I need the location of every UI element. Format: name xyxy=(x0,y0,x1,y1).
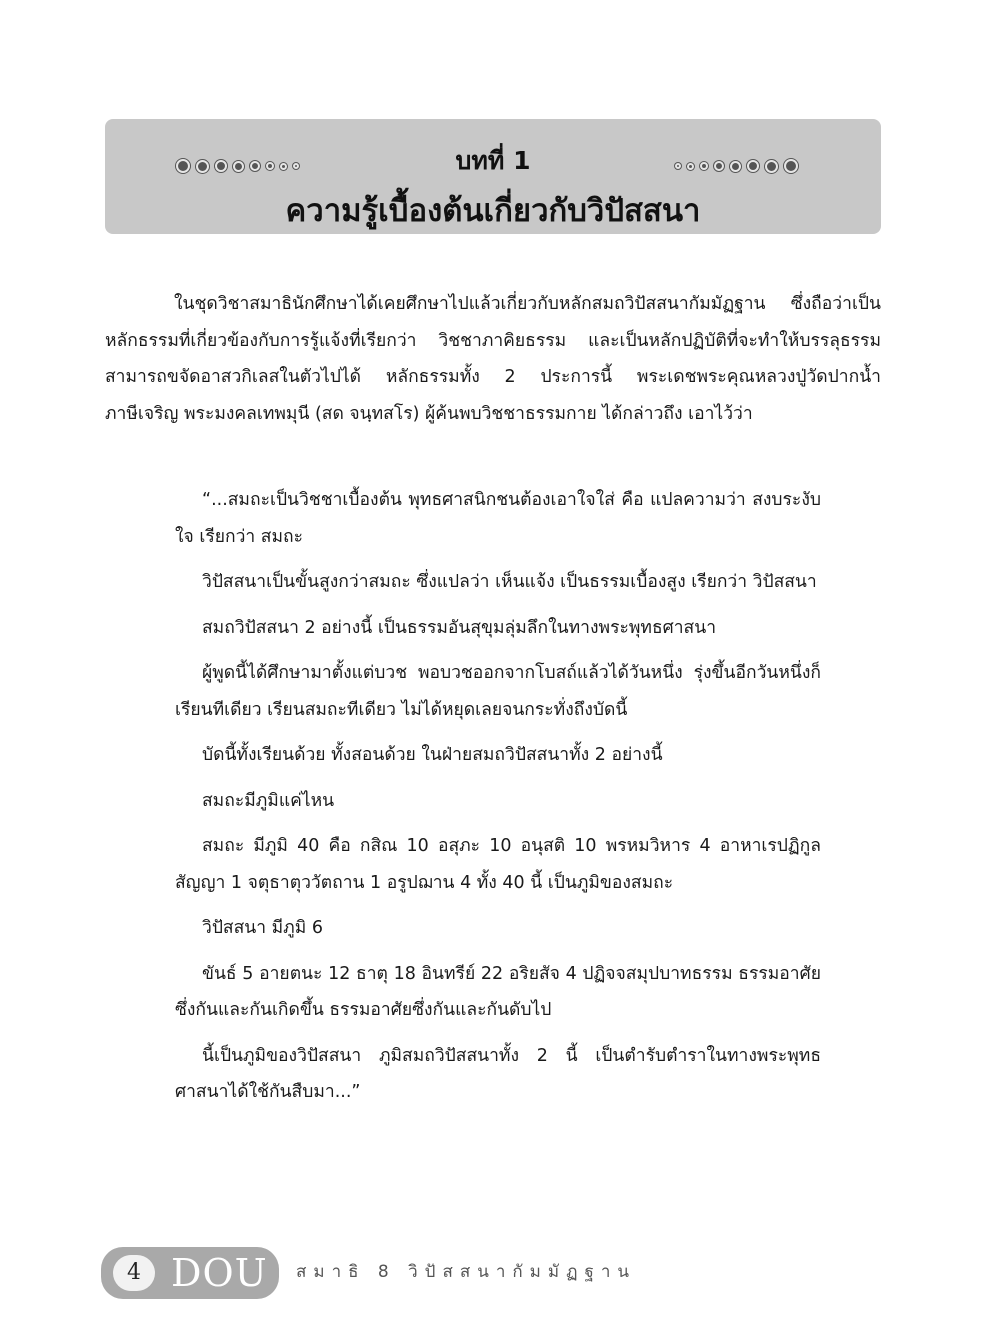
dot-icon xyxy=(730,161,741,172)
quote-paragraph: “...สมถะเป็นวิชชาเบื้องต้น พุทธศาสนิกชนต้องเอาใจใส่ คือ แปลความว่า สงบระงับใจ เรียกว่า สมถะ xyxy=(175,490,821,547)
dot-icon xyxy=(714,161,724,171)
course-title: สมาธิ 8 วิปัสสนากัมมัฏฐาน xyxy=(296,1262,637,1282)
dot-icon xyxy=(700,162,708,170)
quote-paragraph: ผู้พูดนี้ได้ศึกษามาตั้งแต่บวช พอบวชออกจากโบสถ์แล้วได้วันหนึ่ง รุ่งขึ้นอีกวันหนึ่งก็เรียนทีเดียว เรียนสมถะทีเดียว ไม่ได้หยุดเลยจนกระทั่งถึงบัดนี้ xyxy=(175,663,821,720)
quote-block xyxy=(175,482,821,1120)
quote-paragraph: วิปัสสนา มีภูมิ 6 xyxy=(202,918,323,938)
dot-icon xyxy=(765,160,778,173)
quote-paragraph: นี้เป็นภูมิของวิปัสสนา ภูมิสมถวิปัสสนาทั้ง 2 นี้ เป็นตำรับตำราในทางพระพุทธศาสนาได้ใช้กันสืบมา...” xyxy=(175,1045,821,1102)
dot-icon xyxy=(675,163,681,169)
page-number: 4 xyxy=(113,1255,155,1291)
intro-paragraph: ในชุดวิชาสมาธินักศึกษาได้เคยศึกษาไปแล้วเกี่ยวกับหลักสมถวิปัสสนากัมมัฏฐาน ซึ่งถือว่าเป็นหลักธรรมที่เกี่ยวข้องกับการรู้แจ้งที่เรียกว่า วิชชาภาคิยธรรม และเป็นหลักปฏิบัติที่จะทำให้บรรลุธรรมสามารถขจัดอาสวกิเลสในตัวไปได้ หลักธรรมทั้ง 2 ประการนี้ พระเดชพระคุณหลวงปู่วัดปากน้ำ ภาษีเจริญ พระมงคลเทพมุนี (สด จนฺทสโร) ผู้ค้นพบวิชชาธรรมกาย ได้กล่าวถึง เอาไว้ว่า xyxy=(105,294,881,424)
quote-paragraph: สมถวิปัสสนา 2 อย่างนี้ เป็นธรรมอันสุขุมลุ่มลึกในทางพระพุทธศาสนา xyxy=(202,617,717,638)
dot-icon xyxy=(747,160,759,172)
dot-icon xyxy=(687,163,694,170)
chapter-number: บทที่ 1 xyxy=(455,146,531,175)
footer-badge xyxy=(101,1247,279,1299)
quote-paragraph: สมถะมีภูมิแค่ไหน xyxy=(202,790,335,811)
brand-logo: DOU xyxy=(171,1251,268,1295)
decorative-dots-right xyxy=(672,159,801,173)
dot-icon xyxy=(784,159,798,173)
quote-paragraph: วิปัสสนาเป็นขั้นสูงกว่าสมถะ ซึ่งแปลว่า เห็นแจ้ง เป็นธรรมเบื้องสูง เรียกว่า วิปัสสนา xyxy=(202,572,817,592)
quote-paragraph: บัดนี้ทั้งเรียนด้วย ทั้งสอนด้วย ในฝ่ายสมถวิปัสสนาทั้ง 2 อย่างนี้ xyxy=(202,745,663,765)
chapter-banner xyxy=(105,119,881,234)
quote-paragraph: ขันธ์ 5 อายตนะ 12 ธาตุ 18 อินทรีย์ 22 อริยสัจ 4 ปฏิจจสมุปบาทธรรม ธรรมอาศัยซึ่งกันและกันเกิดขึ้น ธรรมอาศัยซึ่งกันและกันดับไป xyxy=(175,963,821,1020)
quote-paragraph: สมถะ มีภูมิ 40 คือ กสิณ 10 อสุภะ 10 อนุสติ 10 พรหมวิหาร 4 อาหาเรปฏิกูลสัญญา 1 จตุธาตุววัตถาน 1 อรูปฌาน 4 ทั้ง 40 นี้ เป็นภูมิของสมถะ xyxy=(175,836,821,893)
chapter-title: ความรู้เบื้องต้นเกี่ยวกับวิปัสสนา xyxy=(285,193,701,229)
